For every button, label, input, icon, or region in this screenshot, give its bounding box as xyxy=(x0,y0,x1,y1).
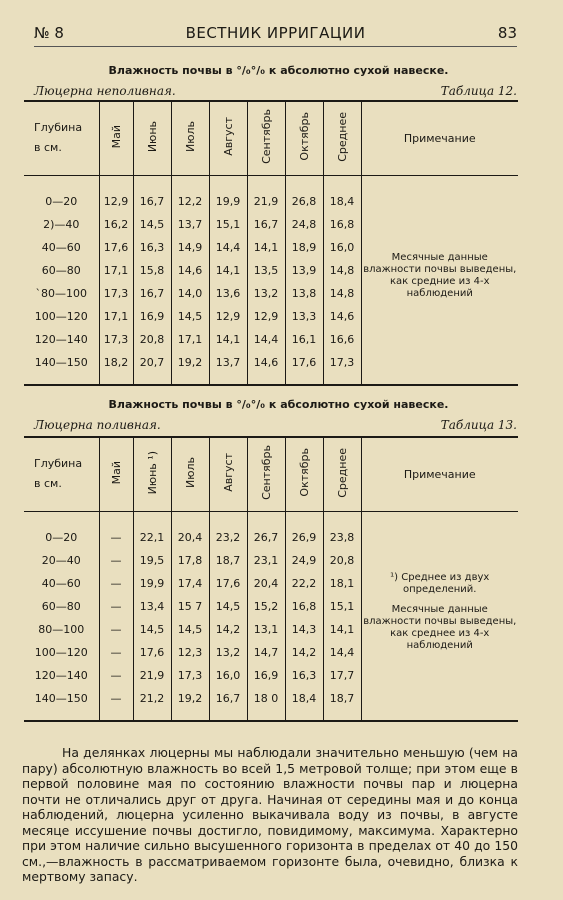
col-header-average: Среднее xyxy=(323,101,361,175)
value-cell: 17,1 xyxy=(99,259,133,282)
value-cell: 16,2 xyxy=(99,213,133,236)
value-cell: 18,7 xyxy=(323,687,361,710)
value-cell: 22,2 xyxy=(285,572,323,595)
value-cell: 16,9 xyxy=(133,305,171,328)
depth-cell: 40—60 xyxy=(41,576,81,590)
value-cell: 14,2 xyxy=(285,641,323,664)
col-header-september: Сентябрь xyxy=(247,437,285,511)
value-cell: 16,8 xyxy=(323,213,361,236)
depth-cell: 140—150 xyxy=(34,691,88,705)
col-header-october: Октябрь xyxy=(285,101,323,175)
table12-label: Таблица 12. xyxy=(440,84,517,98)
value-cell: 19,2 xyxy=(171,351,209,374)
value-cell: 26,9 xyxy=(285,526,323,549)
value-cell: 12,9 xyxy=(209,305,247,328)
issue-number: № 8 xyxy=(34,24,64,42)
col-header-june: Июнь xyxy=(133,101,171,175)
value-cell: 23,2 xyxy=(209,526,247,549)
value-cell: 15,8 xyxy=(133,259,171,282)
depth-header: Глубина в см. xyxy=(24,437,99,511)
value-cell: 14,9 xyxy=(171,236,209,259)
value-cell: 16,6 xyxy=(323,328,361,351)
value-cell: 13,5 xyxy=(247,259,285,282)
depth-cell: 2)—40 xyxy=(43,217,80,231)
value-cell: 18,1 xyxy=(323,572,361,595)
value-cell: 13,1 xyxy=(247,618,285,641)
value-cell: 17,1 xyxy=(99,305,133,328)
value-cell: 18,9 xyxy=(285,236,323,259)
value-cell: 19,9 xyxy=(133,572,171,595)
col-header-average: Среднее xyxy=(323,437,361,511)
note-text: Месячные данные влажности почвы выведены, как средние из 4-х наблюдений xyxy=(363,251,517,299)
value-cell: 17,3 xyxy=(171,664,209,687)
value-cell: 17,8 xyxy=(171,549,209,572)
value-cell: 18 0 xyxy=(247,687,285,710)
body-paragraph: На делянках люцерны мы наблюдали значительно меньшую (чем на пару) абсолютную влажность во всей 1,5 метровой толще; при этом еще в первой половине мая по состоянию влажности почвы пар и люцерна почти не отличались друг от друга. Начиная от середины мая и до конца наблюдений, люцерна усиленно выкачивала воду из почвы, в августе месяце иссушение почвы достигло, повидимому, максимума. Характерно при этом наличие сильно высушенного горизонта в пределах от 40 до 150 см.,—влажность в рассматриваемом горизонте была, очевидно, близка к мертвому запасу. xyxy=(22,745,518,884)
value-cell: 14,6 xyxy=(171,259,209,282)
value-cell: 20,8 xyxy=(133,328,171,351)
value-cell: 18,2 xyxy=(99,351,133,374)
value-cell: 14,6 xyxy=(323,305,361,328)
col-header-may: Май xyxy=(99,101,133,175)
value-cell: 19,2 xyxy=(171,687,209,710)
value-cell: 23,8 xyxy=(323,526,361,549)
value-cell: 17,6 xyxy=(133,641,171,664)
value-cell: 13,7 xyxy=(209,351,247,374)
col-header-september: Сентябрь xyxy=(247,101,285,175)
value-cell: 15,1 xyxy=(209,213,247,236)
value-cell: 16,3 xyxy=(285,664,323,687)
value-cell: 14,1 xyxy=(209,259,247,282)
depth-cell: 20—40 xyxy=(41,553,81,567)
value-cell: 16,7 xyxy=(247,213,285,236)
table13-body xyxy=(24,511,518,721)
col-header-june: Июнь ¹) xyxy=(133,437,171,511)
value-cell: 16,0 xyxy=(323,236,361,259)
note-header: Примечание xyxy=(361,437,518,511)
running-header xyxy=(34,24,517,47)
journal-title: ВЕСТНИК ИРРИГАЦИИ xyxy=(185,24,366,42)
value-cell: 16,9 xyxy=(247,664,285,687)
depth-cell: 120—140 xyxy=(34,332,88,346)
value-cell: 17,1 xyxy=(171,328,209,351)
value-cell: 26,8 xyxy=(285,190,323,213)
value-cell: 21,9 xyxy=(133,664,171,687)
value-cell: 12,9 xyxy=(247,305,285,328)
value-cell: 13,6 xyxy=(209,282,247,305)
col-header-may: Май xyxy=(99,437,133,511)
value-cell: 20,7 xyxy=(133,351,171,374)
value-cell: 19,9 xyxy=(209,190,247,213)
note-text: Месячные данные влажности почвы выведены, как среднее из 4-х наблюдений xyxy=(363,603,517,651)
value-cell: — xyxy=(99,687,133,710)
value-cell: 15,1 xyxy=(323,595,361,618)
table13-subtitle-row xyxy=(34,418,517,432)
depth-cell: 0—20 xyxy=(45,194,78,208)
value-cell: 16,0 xyxy=(209,664,247,687)
value-cell: 20,8 xyxy=(323,549,361,572)
depth-cell: 40—60 xyxy=(41,240,81,254)
value-cell: 22,1 xyxy=(133,526,171,549)
value-cell: 13,9 xyxy=(285,259,323,282)
value-cell: 12,2 xyxy=(171,190,209,213)
col-header-october: Октябрь xyxy=(285,437,323,511)
value-cell: — xyxy=(99,664,133,687)
table13 xyxy=(24,436,518,722)
value-cell: 21,2 xyxy=(133,687,171,710)
value-cell: 14,8 xyxy=(323,259,361,282)
value-cell: 16,7 xyxy=(209,687,247,710)
value-cell: 14,1 xyxy=(209,328,247,351)
value-cell: 17,3 xyxy=(323,351,361,374)
value-cell: 13,4 xyxy=(133,595,171,618)
value-cell: 13,3 xyxy=(285,305,323,328)
value-cell: 17,3 xyxy=(99,328,133,351)
depth-header: Глубина в см. xyxy=(24,101,99,175)
value-cell: 12,9 xyxy=(99,190,133,213)
depth-cell: `80—100 xyxy=(35,286,87,300)
value-cell: 13,2 xyxy=(247,282,285,305)
value-cell: — xyxy=(99,549,133,572)
value-cell: — xyxy=(99,641,133,664)
value-cell: 14,6 xyxy=(247,351,285,374)
note-text: ¹) Среднее из двух определений. xyxy=(390,571,490,595)
value-cell: 17,6 xyxy=(285,351,323,374)
value-cell: 15,2 xyxy=(247,595,285,618)
value-cell: 17,6 xyxy=(209,572,247,595)
table12 xyxy=(24,100,518,386)
depth-cell: 120—140 xyxy=(34,668,88,682)
value-cell: 14,4 xyxy=(247,328,285,351)
table13-subtitle: Люцерна поливная. xyxy=(34,418,161,432)
value-cell: 20,4 xyxy=(171,526,209,549)
value-cell: 14,1 xyxy=(247,236,285,259)
value-cell: 18,7 xyxy=(209,549,247,572)
value-cell: 15 7 xyxy=(171,595,209,618)
depth-cell: 100—120 xyxy=(34,309,88,323)
depth-cell: 100—120 xyxy=(34,645,88,659)
value-cell: — xyxy=(99,618,133,641)
table12-body xyxy=(24,175,518,385)
depth-cell: 80—100 xyxy=(38,622,85,636)
value-cell: 16,3 xyxy=(133,236,171,259)
depth-cell: 140—150 xyxy=(34,355,88,369)
value-cell: 21,9 xyxy=(247,190,285,213)
value-cell: 18,4 xyxy=(285,687,323,710)
col-header-july: Июль xyxy=(171,437,209,511)
depth-cell: 60—80 xyxy=(41,263,81,277)
value-cell: 17,4 xyxy=(171,572,209,595)
table12-subtitle: Люцерна неполивная. xyxy=(34,84,176,98)
note-cell xyxy=(361,511,518,721)
value-cell: 26,7 xyxy=(247,526,285,549)
value-cell: 14,5 xyxy=(171,305,209,328)
value-cell: 17,3 xyxy=(99,282,133,305)
col-header-july: Июль xyxy=(171,101,209,175)
value-cell: 16,1 xyxy=(285,328,323,351)
value-cell: 19,5 xyxy=(133,549,171,572)
table12-subtitle-row xyxy=(34,84,517,98)
value-cell: 14,7 xyxy=(247,641,285,664)
value-cell: 14,1 xyxy=(323,618,361,641)
value-cell: — xyxy=(99,572,133,595)
value-cell: 13,2 xyxy=(209,641,247,664)
value-cell: 16,8 xyxy=(285,595,323,618)
value-cell: 17,7 xyxy=(323,664,361,687)
value-cell: 14,4 xyxy=(323,641,361,664)
value-cell: — xyxy=(99,526,133,549)
value-cell: 14,2 xyxy=(209,618,247,641)
value-cell: 24,9 xyxy=(285,549,323,572)
value-cell: 20,4 xyxy=(247,572,285,595)
value-cell: 13,7 xyxy=(171,213,209,236)
table12-title: Влажность почвы в °/₀°/₀ к абсолютно сухой навеске. xyxy=(108,64,449,77)
col-header-august: Август xyxy=(209,437,247,511)
value-cell: 13,8 xyxy=(285,282,323,305)
page-number: 83 xyxy=(497,24,517,42)
value-cell: — xyxy=(99,595,133,618)
value-cell: 23,1 xyxy=(247,549,285,572)
value-cell: 17,6 xyxy=(99,236,133,259)
value-cell: 18,4 xyxy=(323,190,361,213)
depth-cell: 0—20 xyxy=(45,530,78,544)
value-cell: 16,7 xyxy=(133,282,171,305)
table13-label: Таблица 13. xyxy=(440,418,517,432)
value-cell: 14,3 xyxy=(285,618,323,641)
table13-title: Влажность почвы в °/₀°/₀ к абсолютно сухой навеске. xyxy=(108,398,449,411)
col-header-august: Август xyxy=(209,101,247,175)
value-cell: 14,5 xyxy=(133,213,171,236)
value-cell: 14,0 xyxy=(171,282,209,305)
depth-cell: 60—80 xyxy=(41,599,81,613)
value-cell: 12,3 xyxy=(171,641,209,664)
note-header: Примечание xyxy=(361,101,518,175)
value-cell: 14,5 xyxy=(171,618,209,641)
value-cell: 14,5 xyxy=(133,618,171,641)
value-cell: 14,4 xyxy=(209,236,247,259)
value-cell: 16,7 xyxy=(133,190,171,213)
value-cell: 24,8 xyxy=(285,213,323,236)
value-cell: 14,5 xyxy=(209,595,247,618)
value-cell: 14,8 xyxy=(323,282,361,305)
note-cell xyxy=(361,175,518,385)
